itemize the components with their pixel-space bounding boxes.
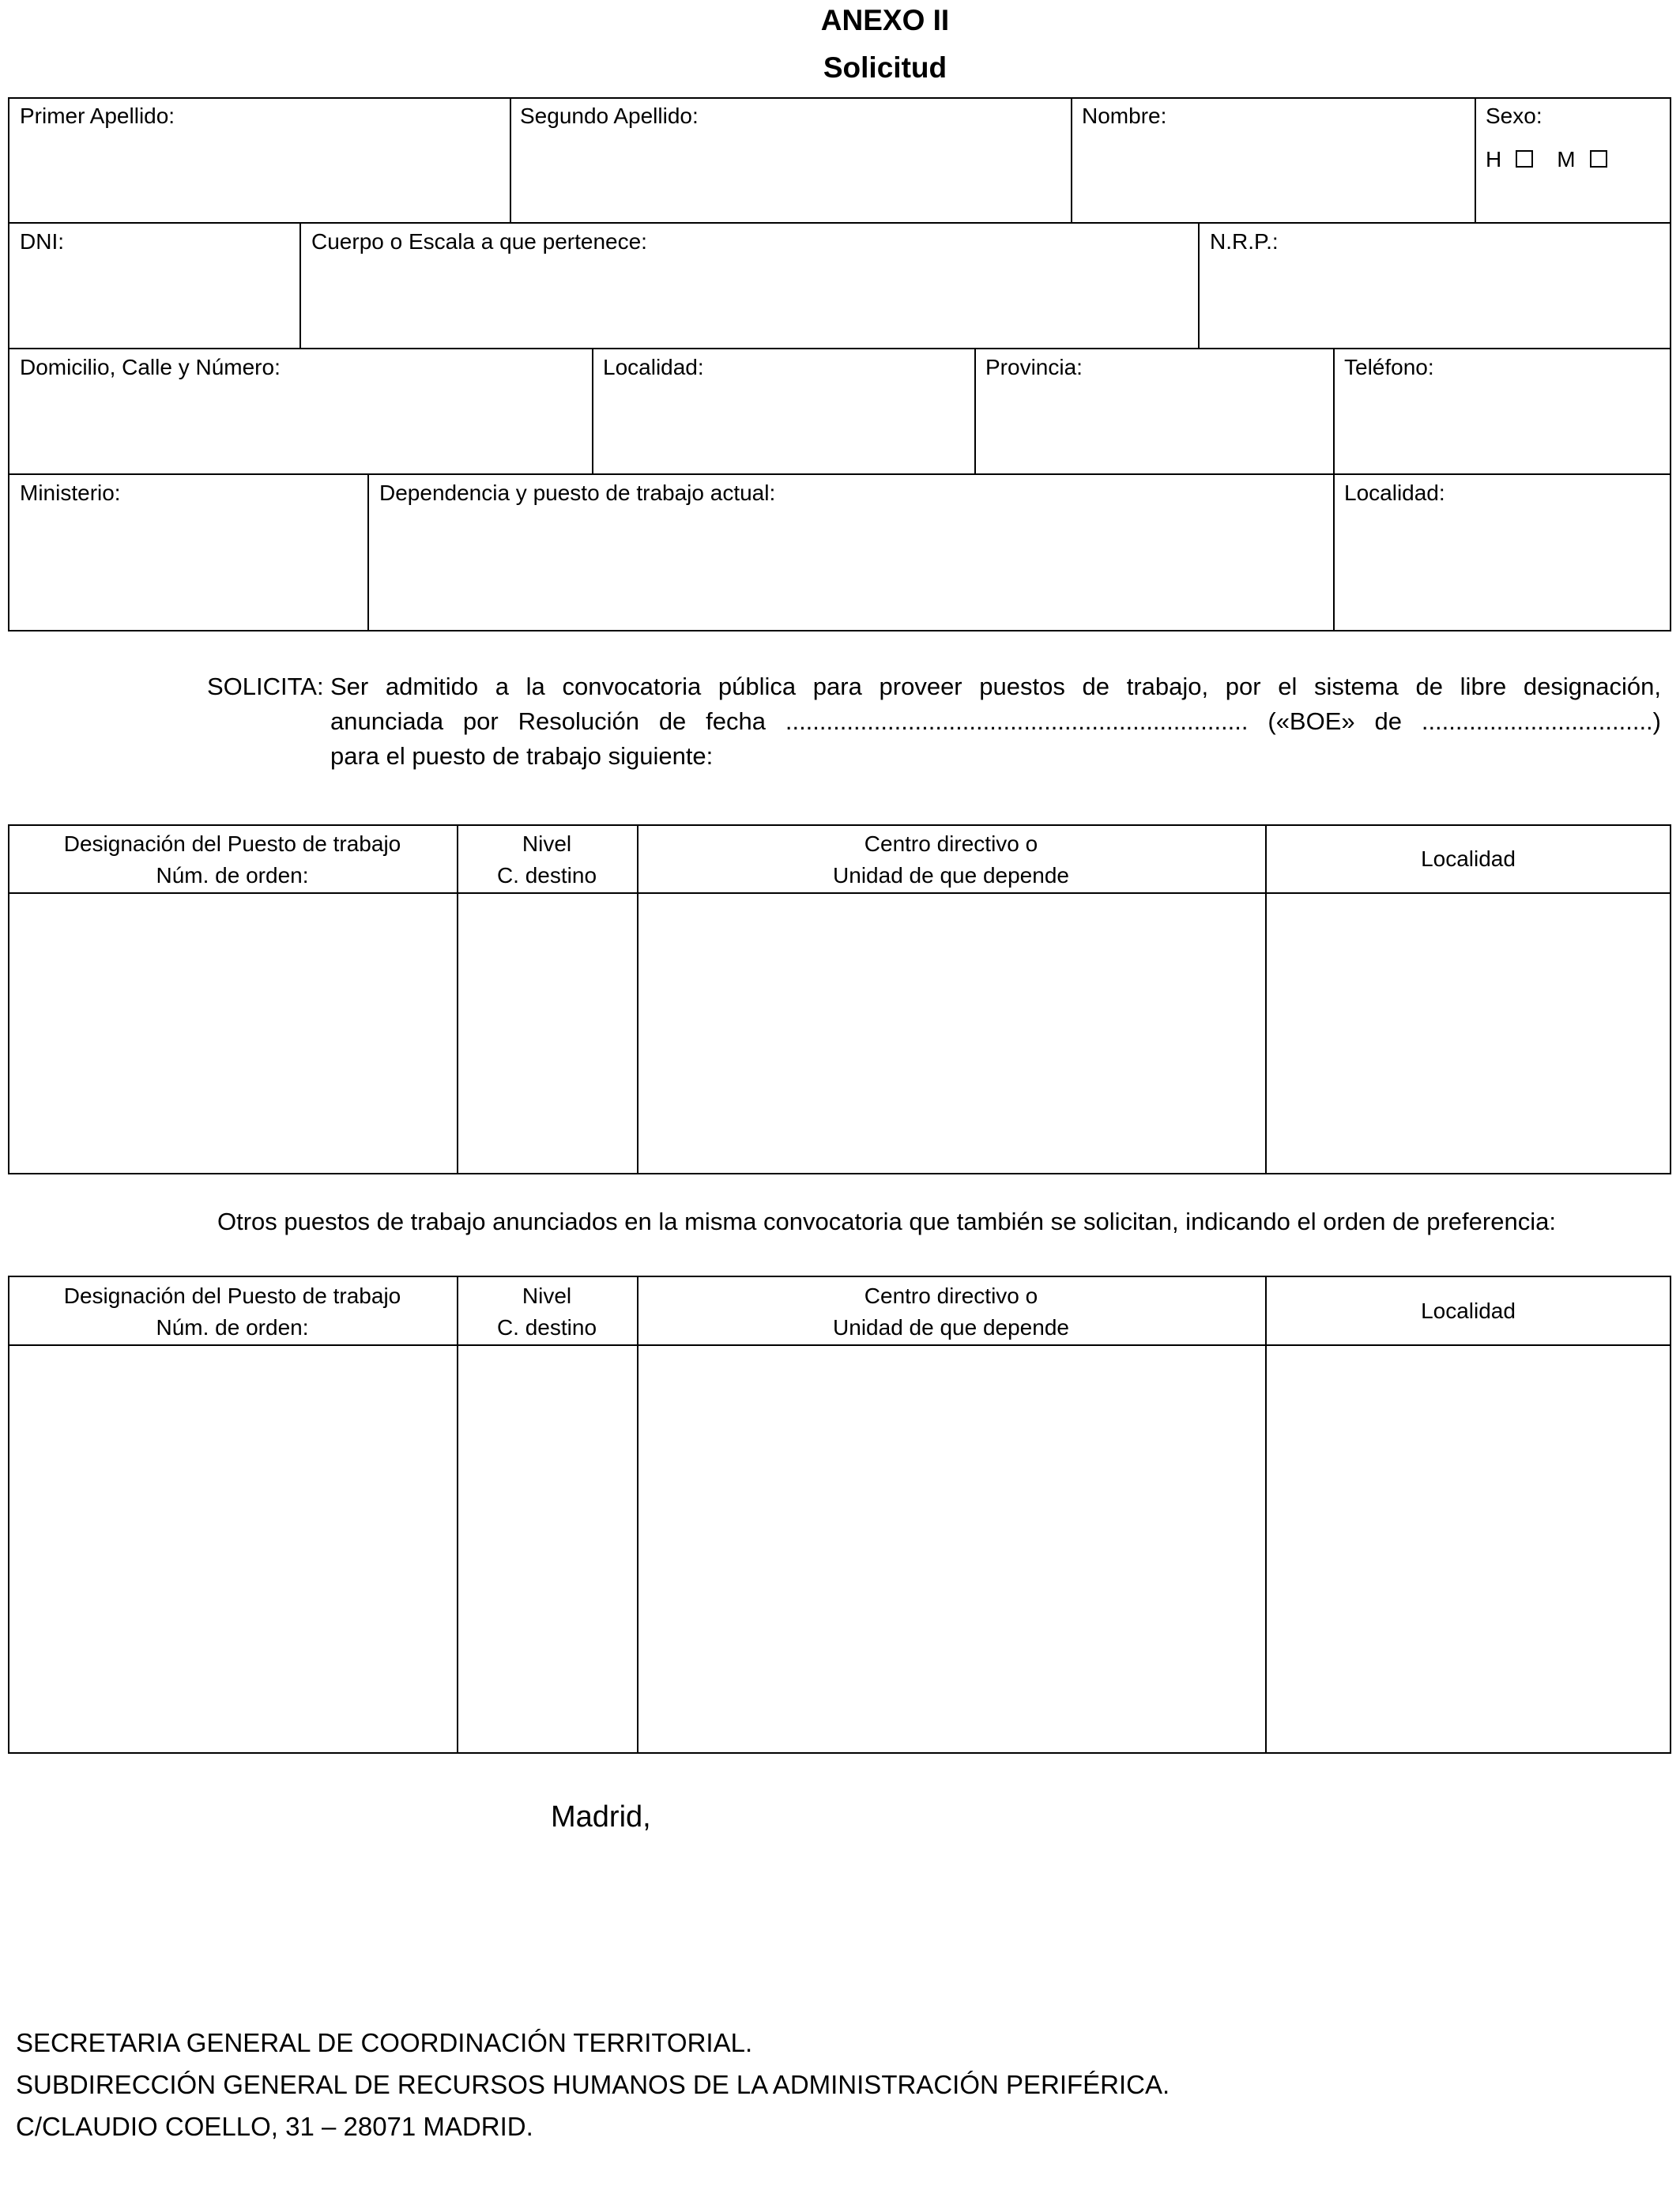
header-centro-line2: Unidad de que depende xyxy=(833,863,1069,888)
telefono-field[interactable]: Teléfono: xyxy=(1344,355,1434,379)
nombre-field[interactable]: Nombre: xyxy=(1082,104,1167,128)
form-column-divider xyxy=(1333,473,1335,631)
localidad-field[interactable]: Localidad: xyxy=(603,355,704,379)
form-row-divider xyxy=(8,222,1671,224)
footer-line-1: SECRETARIA GENERAL DE COORDINACIÓN TERRITORIAL. xyxy=(16,2028,753,2057)
form-column-divider xyxy=(974,348,976,473)
place-date: Madrid, xyxy=(551,1800,651,1834)
form-column-divider xyxy=(1071,97,1072,222)
header-nivel xyxy=(457,1280,637,1344)
table-column-divider xyxy=(1265,1276,1267,1754)
header-nivel-line1: Nivel xyxy=(522,1284,572,1308)
header-centro-line1: Centro directivo o xyxy=(864,1284,1038,1308)
table-column-divider xyxy=(457,1276,458,1754)
header-designacion-line1: Designación del Puesto de trabajo xyxy=(63,1284,401,1308)
header-nivel-line2: C. destino xyxy=(496,1315,597,1340)
header-centro-line2: Unidad de que depende xyxy=(833,1315,1069,1340)
header-localidad: Localidad xyxy=(1421,846,1516,871)
header-nivel xyxy=(457,828,637,892)
footer-line-3: C/CLAUDIO COELLO, 31 – 28071 MADRID. xyxy=(16,2112,533,2141)
form-row-divider xyxy=(8,473,1671,475)
localidad-actual-field[interactable]: Localidad: xyxy=(1344,481,1445,505)
ministerio-field[interactable]: Ministerio: xyxy=(20,481,121,505)
form-column-divider xyxy=(367,473,369,631)
other-positions-table xyxy=(8,1276,1671,1754)
header-nivel-line1: Nivel xyxy=(522,831,572,856)
solicita-line-2: anunciada por Resolución de fecha .................................................................... («BOE» de ..................................) xyxy=(330,707,1661,735)
solicita-line-1: Ser admitido a la convocatoria pública para proveer puestos de trabajo, por el sistema de libre designación, xyxy=(330,673,1661,700)
header-centro-line1: Centro directivo o xyxy=(864,831,1038,856)
domicilio-field[interactable]: Domicilio, Calle y Número: xyxy=(20,355,281,379)
document-title: ANEXO II xyxy=(820,4,950,36)
header-localidad: Localidad xyxy=(1421,1299,1516,1323)
header-designacion xyxy=(8,1280,457,1344)
cuerpo-escala-field[interactable]: Cuerpo o Escala a que pertenece: xyxy=(311,229,647,254)
header-designacion xyxy=(8,828,457,892)
form-column-divider xyxy=(510,97,511,222)
header-designacion-line2: Núm. de orden: xyxy=(156,1315,309,1340)
segundo-apellido-field[interactable]: Segundo Apellido: xyxy=(520,104,699,128)
header-designacion-line2: Núm. de orden: xyxy=(156,863,309,888)
header-centro xyxy=(637,1280,1265,1344)
table-column-divider xyxy=(1265,824,1267,1174)
sexo-h-checkbox[interactable] xyxy=(1516,150,1533,168)
form-column-divider xyxy=(1475,97,1476,222)
form-column-divider xyxy=(592,348,593,473)
solicita-line-3: para el puesto de trabajo siguiente: xyxy=(330,742,714,770)
dependencia-field[interactable]: Dependencia y puesto de trabajo actual: xyxy=(379,481,776,505)
sexo-m-label: M xyxy=(1557,147,1576,172)
otros-puestos-text: Otros puestos de trabajo anunciados en la misma convocatoria que también se solicitan, indicando el orden de preferencia: xyxy=(217,1208,1556,1235)
solicita-label: SOLICITA: xyxy=(207,673,324,700)
footer-line-2: SUBDIRECCIÓN GENERAL DE RECURSOS HUMANOS DE LA ADMINISTRACIÓN PERIFÉRICA. xyxy=(16,2070,1170,2099)
document-subtitle: Solicitud xyxy=(823,51,947,84)
table-header-divider xyxy=(8,892,1671,894)
provincia-field[interactable]: Provincia: xyxy=(985,355,1083,379)
header-nivel-line2: C. destino xyxy=(496,863,597,888)
primer-apellido-field[interactable]: Primer Apellido: xyxy=(20,104,175,128)
sexo-h-label: H xyxy=(1486,147,1502,172)
sexo-options xyxy=(1486,149,1607,171)
form-column-divider xyxy=(299,222,301,348)
header-centro xyxy=(637,828,1265,892)
form-row-divider xyxy=(8,348,1671,349)
table-column-divider xyxy=(637,1276,638,1754)
header-designacion-line1: Designación del Puesto de trabajo xyxy=(63,831,401,856)
form-column-divider xyxy=(1333,348,1335,473)
dni-field[interactable]: DNI: xyxy=(20,229,64,254)
form-column-divider xyxy=(1198,222,1200,348)
sexo-label: Sexo: xyxy=(1486,104,1543,128)
footer-address xyxy=(16,2022,1170,2147)
nrp-field[interactable]: N.R.P.: xyxy=(1210,229,1279,254)
sexo-m-checkbox[interactable] xyxy=(1590,150,1607,168)
table-header-divider xyxy=(8,1344,1671,1346)
